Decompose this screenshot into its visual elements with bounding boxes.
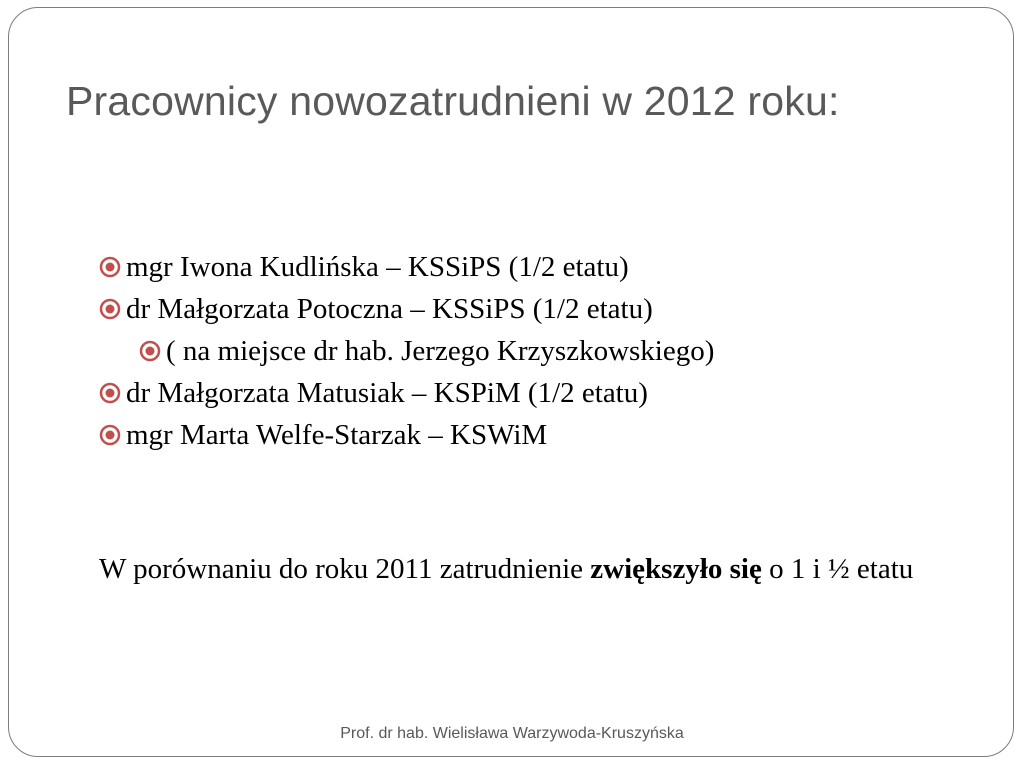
bullet-item: [99, 288, 714, 330]
slide-frame: [8, 7, 1014, 757]
bullet-text: mgr Iwona Kudlińska – KSSiPS (1/2 etatu): [126, 251, 629, 283]
bullet-text: ( na miejsce dr hab. Jerzego Krzyszkowskiego): [166, 335, 715, 367]
target-bullet-icon: [99, 382, 121, 404]
summary-emphasis: zwiększyło się: [590, 553, 762, 585]
bullet-list: [99, 246, 714, 456]
summary-paragraph: [99, 548, 929, 591]
target-bullet-icon: [99, 256, 121, 278]
bullet-text: dr Małgorzata Matusiak – KSPiM (1/2 etatu): [126, 377, 648, 409]
target-bullet-icon: [139, 340, 161, 362]
target-bullet-icon: [99, 298, 121, 320]
bullet-item: [99, 414, 714, 456]
bullet-item: [99, 246, 714, 288]
target-bullet-icon: [99, 424, 121, 446]
summary-text-after: o 1 i ½ etatu: [761, 553, 914, 585]
bullet-item: [99, 372, 714, 414]
sub-bullet-item: [139, 330, 714, 372]
bullet-text: dr Małgorzata Potoczna – KSSiPS (1/2 etatu): [126, 293, 653, 325]
slide-title: Pracownicy nowozatrudnieni w 2012 roku:: [66, 78, 840, 124]
bullet-text: mgr Marta Welfe-Starzak – KSWiM: [126, 419, 548, 451]
summary-text-before: W porównaniu do roku 2011 zatrudnienie: [99, 553, 591, 585]
slide-footer: Prof. dr hab. Wielisława Warzywoda-Kruszyńska: [340, 725, 684, 742]
